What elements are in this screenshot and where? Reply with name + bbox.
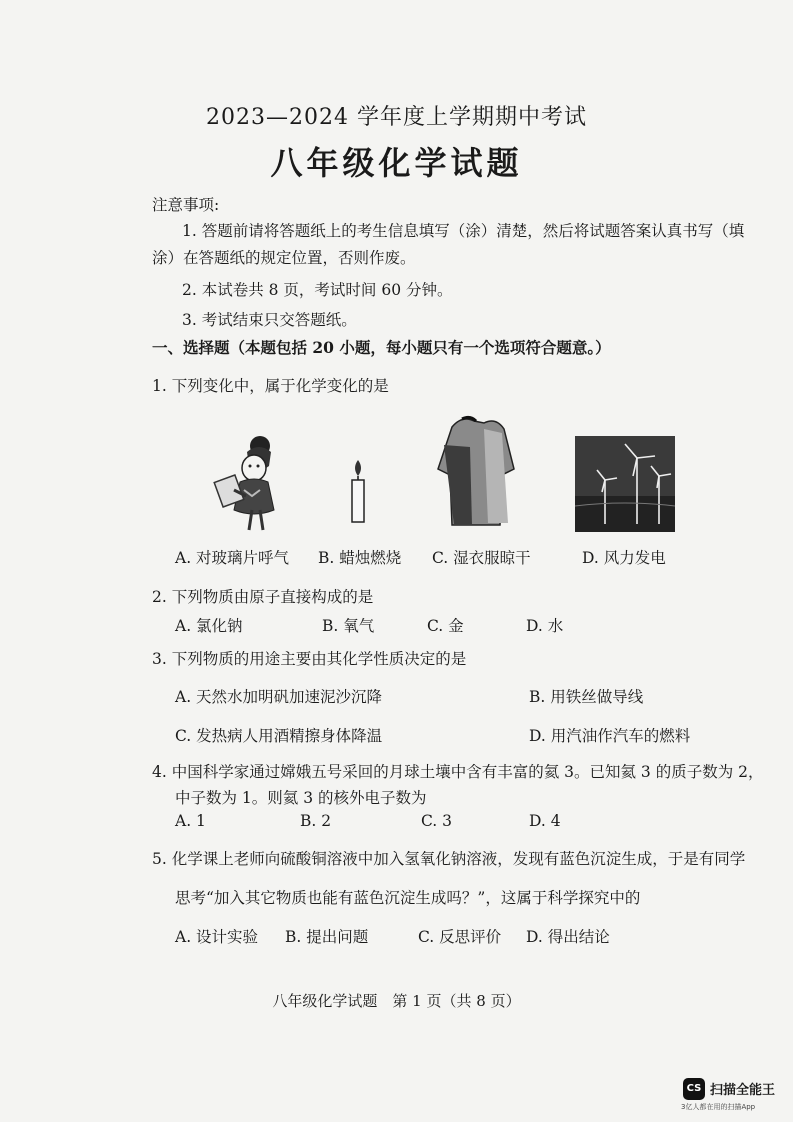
question-1-option-b: B. 蜡烛燃烧: [318, 549, 402, 567]
question-4-stem-line-1: 4. 中国科学家通过嫦娥五号采回的月球土壤中含有丰富的氦 3。已知氦 3 的质子数为 2，: [152, 763, 764, 781]
question-1-option-a: A. 对玻璃片呼气: [175, 549, 290, 567]
question-3-option-d: D. 用汽油作汽车的燃料: [529, 727, 691, 745]
section-heading: 一、选择题（本题包括 20 小题，每小题只有一个选项符合题意。）: [152, 338, 611, 357]
question-5-option-b: B. 提出问题: [285, 928, 369, 946]
question-5-stem-line-1: 5. 化学课上老师向硫酸铜溶液中加入氢氧化钠溶液，发现有蓝色沉淀生成，于是有同学: [152, 850, 746, 868]
wet-clothes-drying-image: [432, 415, 522, 530]
question-2-option-a: A. 氯化钠: [175, 617, 243, 635]
notice-item-1-line-1: 1. 答题前请将答题纸上的考生信息填写（涂）清楚，然后将试题答案认真书写（填: [182, 222, 745, 240]
question-5-option-a: A. 设计实验: [175, 928, 259, 946]
notice-item-3: 3. 考试结束只交答题纸。: [182, 311, 357, 329]
question-4-stem-line-2: 中子数为 1。则氦 3 的核外电子数为: [175, 789, 427, 807]
question-5-option-c: C. 反思评价: [418, 928, 502, 946]
question-2-option-c: C. 金: [427, 617, 464, 635]
question-5-stem-line-2: 思考“加入其它物质也能有蓝色沉淀生成吗？”，这属于科学探究中的: [175, 889, 641, 907]
notice-item-1-line-2: 涂）在答题纸的规定位置，否则作废。: [152, 249, 416, 267]
wind-turbines-image: [575, 436, 675, 532]
camscanner-logo-icon: CS: [683, 1078, 705, 1100]
question-3-option-b: B. 用铁丝做导线: [529, 688, 644, 706]
girl-breathing-on-glass-image: [212, 432, 282, 532]
exam-subtitle: 八年级化学试题: [270, 144, 523, 182]
question-1-stem: 1. 下列变化中，属于化学变化的是: [152, 377, 389, 395]
question-5-option-d: D. 得出结论: [526, 928, 610, 946]
question-1-option-d: D. 风力发电: [582, 549, 666, 567]
question-3-stem: 3. 下列物质的用途主要由其化学性质决定的是: [152, 650, 467, 668]
question-3-option-c: C. 发热病人用酒精擦身体降温: [175, 727, 383, 745]
burning-candle-image: [347, 458, 369, 524]
camscanner-tagline: 3亿人都在用的扫描App: [681, 1103, 756, 1111]
question-2-option-d: D. 水: [526, 617, 564, 635]
question-4-option-a: A. 1: [175, 812, 206, 830]
question-4-option-c: C. 3: [421, 812, 453, 830]
exam-title: 2023—2024 学年度上学期期中考试: [206, 105, 587, 130]
camscanner-brand: 扫描全能王: [710, 1083, 776, 1098]
question-2-option-b: B. 氧气: [322, 617, 375, 635]
question-2-stem: 2. 下列物质由原子直接构成的是: [152, 588, 374, 606]
question-4-option-d: D. 4: [529, 812, 561, 830]
page-footer: 八年级化学试题 第 1 页（共 8 页）: [272, 992, 521, 1010]
question-4-option-b: B. 2: [300, 812, 332, 830]
notice-item-2: 2. 本试卷共 8 页，考试时间 60 分钟。: [182, 281, 453, 299]
question-3-option-a: A. 天然水加明矾加速泥沙沉降: [175, 688, 383, 706]
question-1-option-c: C. 湿衣服晾干: [432, 549, 531, 567]
notice-heading: 注意事项:: [152, 196, 220, 214]
